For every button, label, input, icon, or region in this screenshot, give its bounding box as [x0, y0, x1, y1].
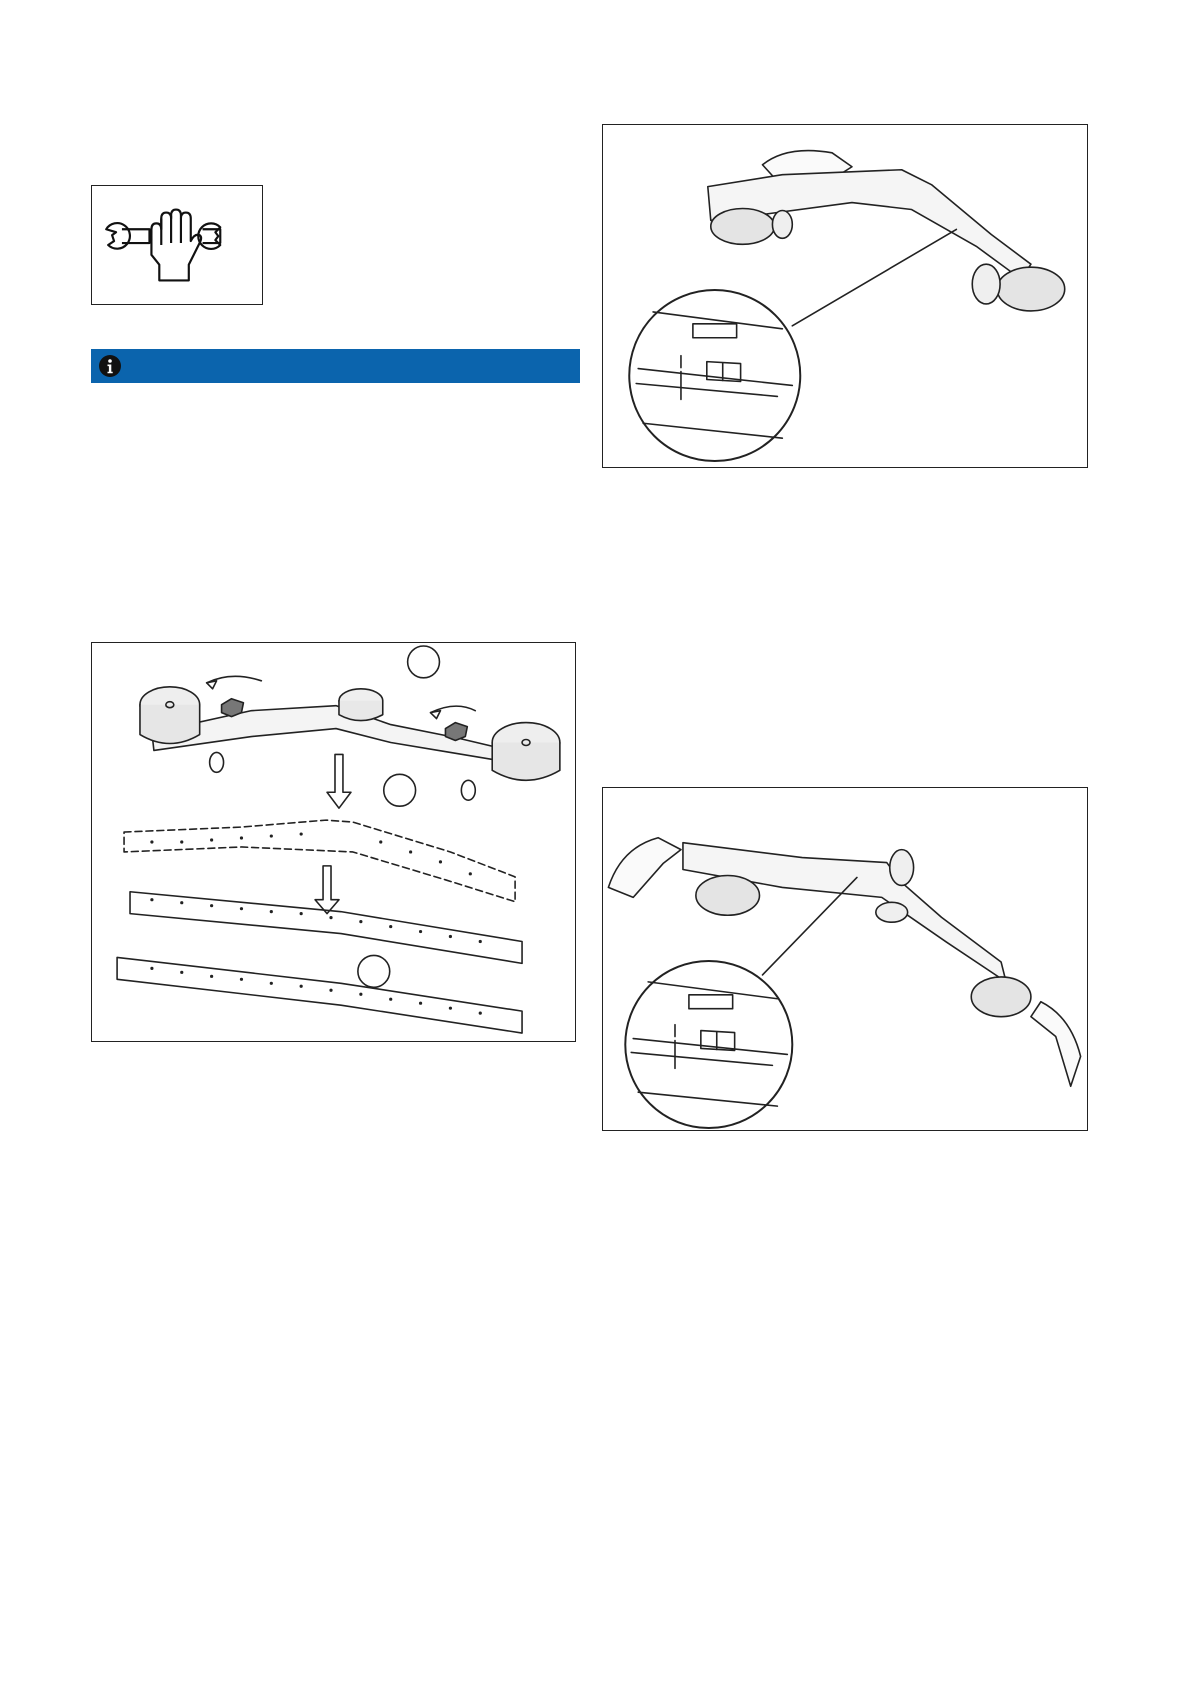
squeegee-level-check-front-figure: [602, 124, 1088, 468]
callout-circle-2: [384, 774, 416, 806]
wrench-glove-wrench-icon: [92, 186, 262, 304]
squeegee-blade-replacement-figure: [91, 642, 576, 1042]
squeegee-level-illustration-rear: [603, 788, 1087, 1130]
info-icon: [98, 354, 122, 378]
callout-circle-1: [408, 646, 440, 678]
callout-circle-3: [358, 955, 390, 987]
protective-gloves-pictogram: [91, 185, 263, 305]
info-bar: [91, 349, 580, 383]
squeegee-exploded-illustration: [92, 643, 575, 1041]
squeegee-level-illustration-front: [603, 125, 1087, 467]
squeegee-level-check-rear-figure: [602, 787, 1088, 1131]
